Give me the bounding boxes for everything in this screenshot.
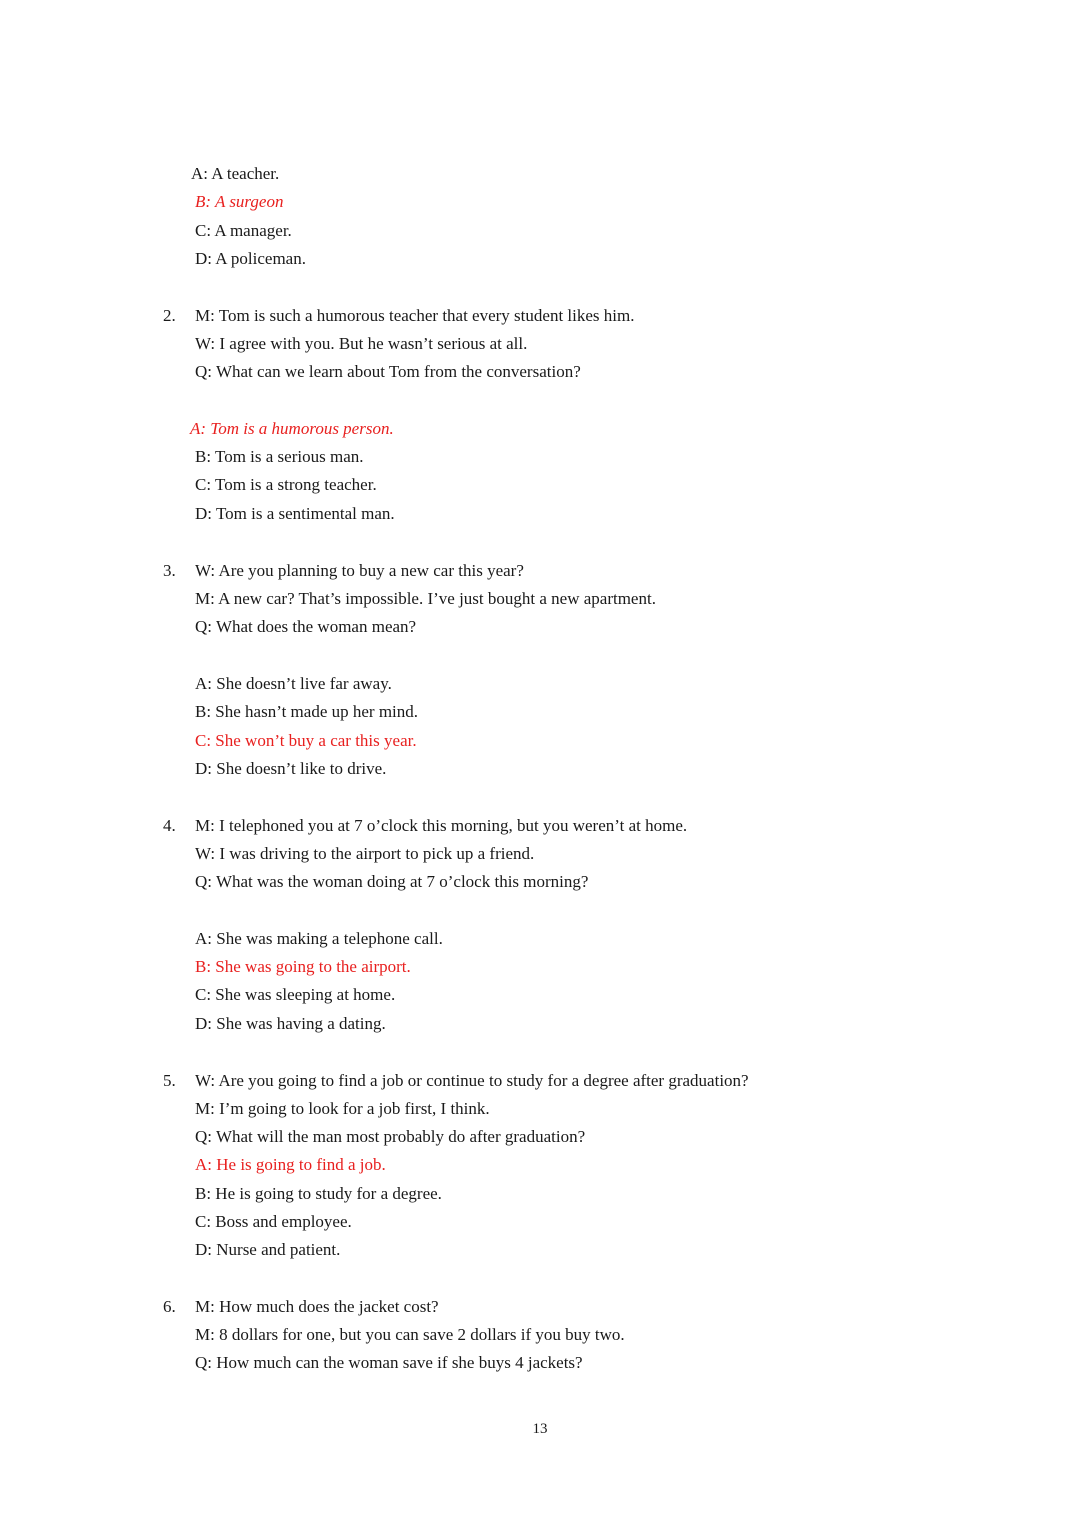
q6-dialogue-line: M: 8 dollars for one, but you can save 2 dollars if you buy two. (195, 1325, 625, 1344)
q5-dialogue-line: W: Are you going to find a job or continue to study for a degree after graduation? (195, 1071, 749, 1090)
q5-number: 5. (163, 1071, 176, 1090)
q5-option-b: B: He is going to study for a degree. (195, 1184, 442, 1203)
q3-question: Q: What does the woman mean? (195, 617, 417, 636)
q1-option-b-answer: B: A surgeon (195, 192, 284, 211)
q5-option-c: C: Boss and employee. (195, 1212, 352, 1231)
q3-dialogue-line: W: Are you planning to buy a new car this year? (195, 561, 524, 580)
q1-option-c: C: A manager. (195, 221, 292, 240)
q4-question: Q: What was the woman doing at 7 o’clock this morning? (195, 872, 589, 891)
q4-number: 4. (163, 816, 176, 835)
q2-option-a-answer: A: Tom is a humorous person. (190, 419, 394, 438)
q4-option-b-answer: B: She was going to the airport. (195, 957, 411, 976)
q5-question: Q: What will the man most probably do after graduation? (195, 1127, 586, 1146)
q2-dialogue-line: M: Tom is such a humorous teacher that every student likes him. (195, 306, 635, 325)
q3-option-c-answer: C: She won’t buy a car this year. (195, 731, 417, 750)
q2-number: 2. (163, 306, 176, 325)
q3-option-d: D: She doesn’t like to drive. (195, 759, 387, 778)
q4-option-c: C: She was sleeping at home. (195, 985, 396, 1004)
q2-option-c: C: Tom is a strong teacher. (195, 475, 377, 494)
q1-option-a: A: A teacher. (191, 164, 280, 183)
q4-dialogue-line: M: I telephoned you at 7 o’clock this morning, but you weren’t at home. (195, 816, 688, 835)
q2-dialogue-line: W: I agree with you. But he wasn’t serious at all. (195, 334, 528, 353)
q2-question: Q: What can we learn about Tom from the conversation? (195, 362, 581, 381)
q6-dialogue-line: M: How much does the jacket cost? (195, 1297, 439, 1316)
q4-option-d: D: She was having a dating. (195, 1014, 386, 1033)
q1-option-d: D: A policeman. (195, 249, 306, 268)
q2-option-d: D: Tom is a sentimental man. (195, 504, 395, 523)
q5-option-a-answer: A: He is going to find a job. (195, 1155, 386, 1174)
q6-question: Q: How much can the woman save if she buys 4 jackets? (195, 1353, 583, 1372)
q3-option-b: B: She hasn’t made up her mind. (195, 702, 419, 721)
q2-option-b: B: Tom is a serious man. (195, 447, 364, 466)
q5-option-d: D: Nurse and patient. (195, 1240, 341, 1259)
page-number: 13 (532, 1421, 548, 1437)
q6-number: 6. (163, 1297, 176, 1316)
q4-dialogue-line: W: I was driving to the airport to pick up a friend. (195, 844, 535, 863)
q5-dialogue-line: M: I’m going to look for a job first, I think. (195, 1099, 490, 1118)
q4-option-a: A: She was making a telephone call. (195, 929, 443, 948)
q3-dialogue-line: M: A new car? That’s impossible. I’ve just bought a new apartment. (195, 589, 656, 608)
q3-option-a: A: She doesn’t live far away. (195, 674, 392, 693)
q3-number: 3. (163, 561, 176, 580)
